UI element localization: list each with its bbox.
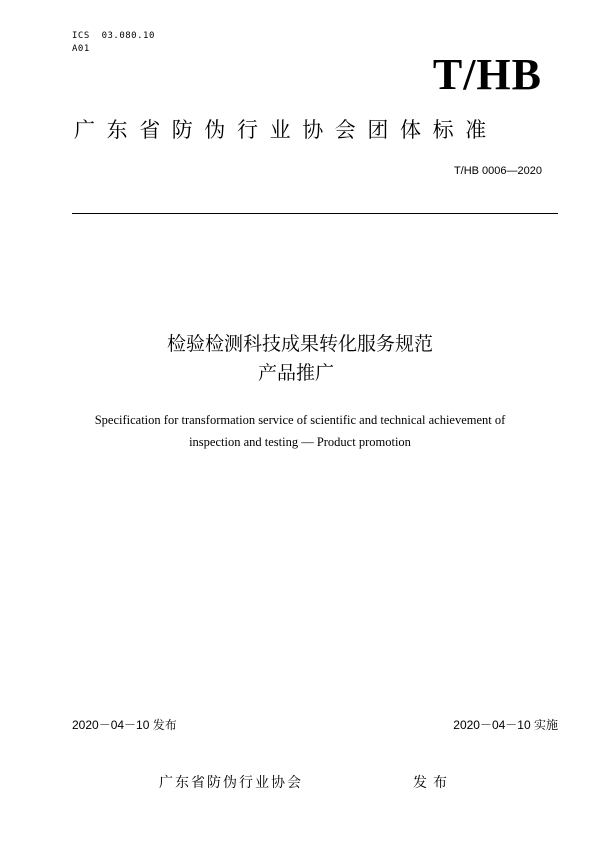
organization-standard-title: 广东省防伪行业协会团体标准 — [74, 118, 498, 142]
english-title — [40, 409, 560, 453]
english-title-line-2: inspection and testing — Product promotion — [189, 435, 411, 449]
publisher-name: 广东省防伪行业协会 — [159, 775, 303, 791]
chinese-title-line-1: 检验检测科技成果转化服务规范 — [166, 333, 433, 355]
classification-codes — [72, 30, 155, 56]
standard-number: T/HB 0006—2020 — [453, 165, 542, 177]
chinese-title-line-2: 产品推广 — [257, 362, 334, 384]
implement-date: 2020－04－10 实施 — [453, 718, 558, 732]
standard-logo: T/HB — [432, 50, 542, 99]
publish-label: 发布 — [413, 775, 453, 791]
ics-code: ICS 03.080.10 — [72, 31, 155, 41]
header-divider — [72, 213, 558, 214]
ccs-code: A01 — [72, 44, 90, 54]
english-title-line-1: Specification for transformation service of scientific and technical achievement of — [94, 413, 506, 427]
chinese-title — [0, 330, 600, 388]
publish-date: 2020－04－10 发布 — [72, 718, 177, 732]
